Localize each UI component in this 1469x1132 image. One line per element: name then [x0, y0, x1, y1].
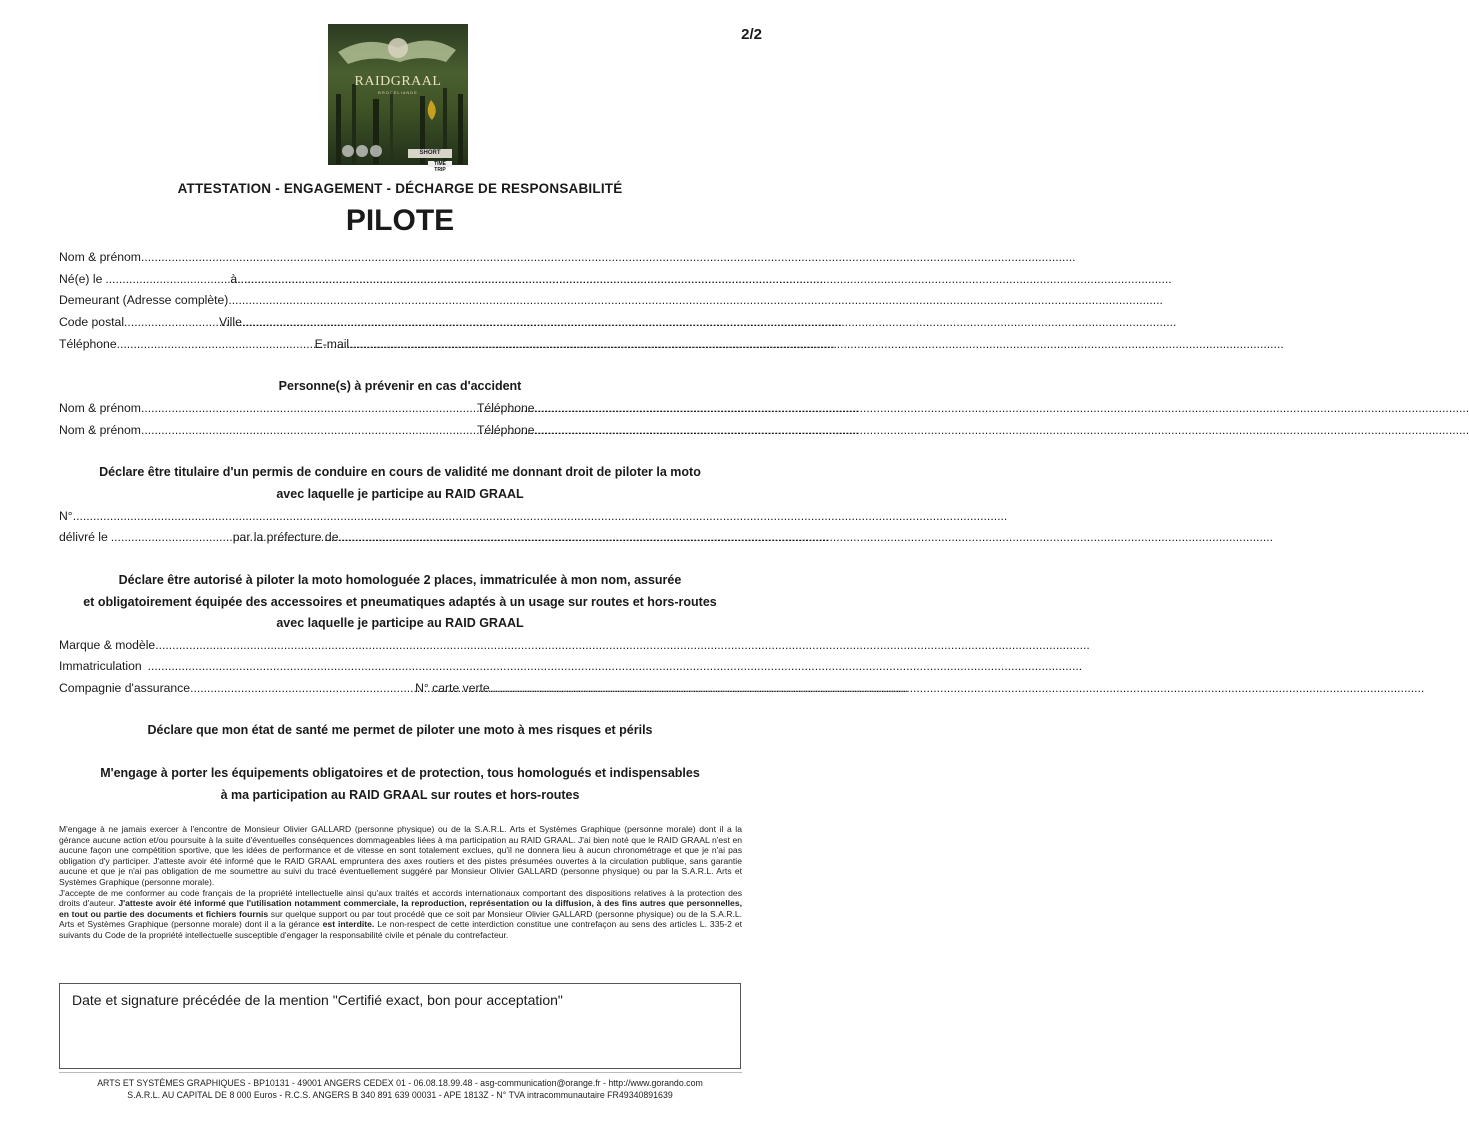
emergency-contact-2[interactable]	[59, 423, 742, 437]
name-label: Nom & prénom	[59, 250, 141, 264]
phone-label: Téléphone	[59, 337, 117, 351]
legal-p2-part-c: sur quelque support ou par tout procédé que ce soit par Monsieur Olivier GALLARD (personne physique) ou de la S.A.R.L. Arts et Systèmes Graphique (personne morale) dont il a la gérance	[59, 908, 743, 930]
legal-p2-part-a: J'accepte de me conformer au code français de la propriété intellectuelle ainsi qu'aux traités et accords internationaux comportant des dispositions relatives à la protection des droits d'auteur.	[59, 887, 742, 909]
emergency-phone-label: Téléphone	[476, 423, 535, 437]
emergency-name-label: Nom & prénom	[59, 423, 141, 437]
legal-text	[59, 824, 742, 941]
logo-badge-time-trip: TIME TRIP	[428, 161, 452, 167]
equipment-statement-line2: à ma participation au RAID GRAAL sur routes et hors-routes	[220, 788, 580, 802]
logo-title: RAIDGRAAL	[354, 74, 442, 89]
born-at-label: à	[230, 272, 238, 286]
prefecture-label: par la préfecture de	[232, 530, 339, 544]
name-field[interactable]	[59, 250, 742, 264]
email-label: E-mail	[314, 337, 350, 351]
legal-paragraph-2	[59, 888, 742, 941]
licence-issue-field[interactable]	[59, 530, 742, 544]
licence-statement-line2: avec laquelle je participe au RAID GRAAL	[276, 487, 524, 501]
licence-statement-line1: Déclare être titulaire d'un permis de conduire en cours de validité me donnant droit de piloter la moto	[99, 465, 701, 479]
postcode-city-field[interactable]	[59, 315, 742, 329]
moto-statement-line2: et obligatoirement équipée des accessoires et pneumatiques adaptés à un usage sur routes et hors-routes	[83, 595, 717, 609]
registration-label: Immatriculation	[59, 659, 142, 673]
legal-p2-part-e: Le non-respect de cette interdiction constitue une contrefaçon au sens des articles L. 335-2 et suivants du Code de la propriété intellectuelle susceptible d'engager la responsabilité civile et pénale du contrefacteur.	[59, 919, 743, 940]
green-card-label: N° carte verte	[415, 681, 490, 695]
document-heading: ATTESTATION - ENGAGEMENT - DÉCHARGE DE RESPONSABILITÉ	[177, 181, 623, 196]
phone-email-field[interactable]	[59, 337, 742, 351]
issued-label: délivré le	[59, 530, 108, 544]
footer-line-2: S.A.R.L. AU CAPITAL DE 8 000 Euros - R.C.S. ANGERS B 340 891 639 00031 - APE 1813Z - N° TVA intracommunautaire FR49340891639	[127, 1090, 673, 1100]
postcode-label: Code postal	[59, 315, 125, 329]
logo-badge: SHORT	[408, 149, 452, 158]
page-number: 2/2	[741, 26, 762, 43]
emergency-contact-1[interactable]	[59, 401, 742, 415]
city-label: Ville	[219, 315, 242, 329]
footer-line-1: ARTS ET SYSTÈMES GRAPHIQUES - BP10131 - 49001 ANGERS CEDEX 01 - 06.08.18.99.48 - asg-communication@orange.fr - http://www.gorando.com	[97, 1078, 703, 1088]
licence-number-label: N°	[59, 509, 73, 523]
signature-label: Date et signature précédée de la mention "Certifié exact, bon pour acceptation"	[72, 992, 563, 1008]
brand-model-field[interactable]	[59, 638, 742, 652]
footer-divider	[59, 1072, 742, 1073]
signature-box[interactable]	[59, 983, 741, 1069]
legal-p2-part-d: est interdite.	[322, 919, 375, 930]
emergency-phone-label: Téléphone	[476, 401, 535, 415]
licence-number-field[interactable]	[59, 509, 339, 523]
address-field[interactable]	[59, 293, 742, 307]
emergency-name-label: Nom & prénom	[59, 401, 141, 415]
address-label: Demeurant (Adresse complète)	[59, 293, 229, 307]
born-label: Né(e) le	[59, 272, 103, 286]
birth-field[interactable]	[59, 272, 742, 286]
raid-graal-logo	[328, 24, 468, 173]
moto-statement-line1: Déclare être autorisé à piloter la moto homologuée 2 places, immatriculée à mon nom, assurée	[118, 573, 682, 587]
moto-statement-line3: avec laquelle je participe au RAID GRAAL	[276, 616, 524, 630]
legal-p2-part-b: J'atteste avoir été informé que l'utilisation notamment commerciale, la reproduction, représentation ou la diffusion, à des fins autres que personnelles, en tout ou partie des documents et fichiers fournis	[59, 898, 742, 919]
brand-label: Marque & modèle	[59, 638, 156, 652]
emergency-heading: Personne(s) à prévenir en cas d'accident	[278, 379, 522, 393]
insurance-label: Compagnie d'assurance	[59, 681, 191, 695]
logo-subtitle: BROCELIANDE	[378, 90, 418, 95]
insurance-field[interactable]	[59, 681, 742, 695]
health-statement: Déclare que mon état de santé me permet de piloter une moto à mes risques et périls	[147, 723, 653, 737]
legal-paragraph-1: M'engage à ne jamais exercer à l'encontre de Monsieur Olivier GALLARD (personne physique) ou de la S.A.R.L. Arts et Systèmes Graphique (personne morale) dont il a la gérance aucune action et/ou poursuite à la suite d'éventuelles conséquences dommageables liées à ma participation au RAID GRAAL. J'ai bien noté que le RAID GRAAL n'est en aucune façon une compétition sportive, que les idées de performance et de vitesse en sont totalement exclues, qu'il ne donnera lieu à aucun chronométrage et que je n'ai pas obligation d'y participer. J'atteste avoir été informé que le RAID GRAAL empruntera des axes routiers et des pistes présumées ouvertes à la circulation publique, sans garantie aucune et que je n'ai pas obligation de me soumettre au suivi du tracé éventuellement suggéré par Monsieur Olivier GALLARD (personne physique) ou par la S.A.R.L. Arts et Systèmes Graphique (personne morale).	[59, 824, 742, 887]
registration-field[interactable]	[59, 659, 309, 673]
equipment-statement-line1: M'engage à porter les équipements obligatoires et de protection, tous homologués et indispensables	[100, 766, 700, 780]
page-title: PILOTE	[345, 204, 455, 237]
